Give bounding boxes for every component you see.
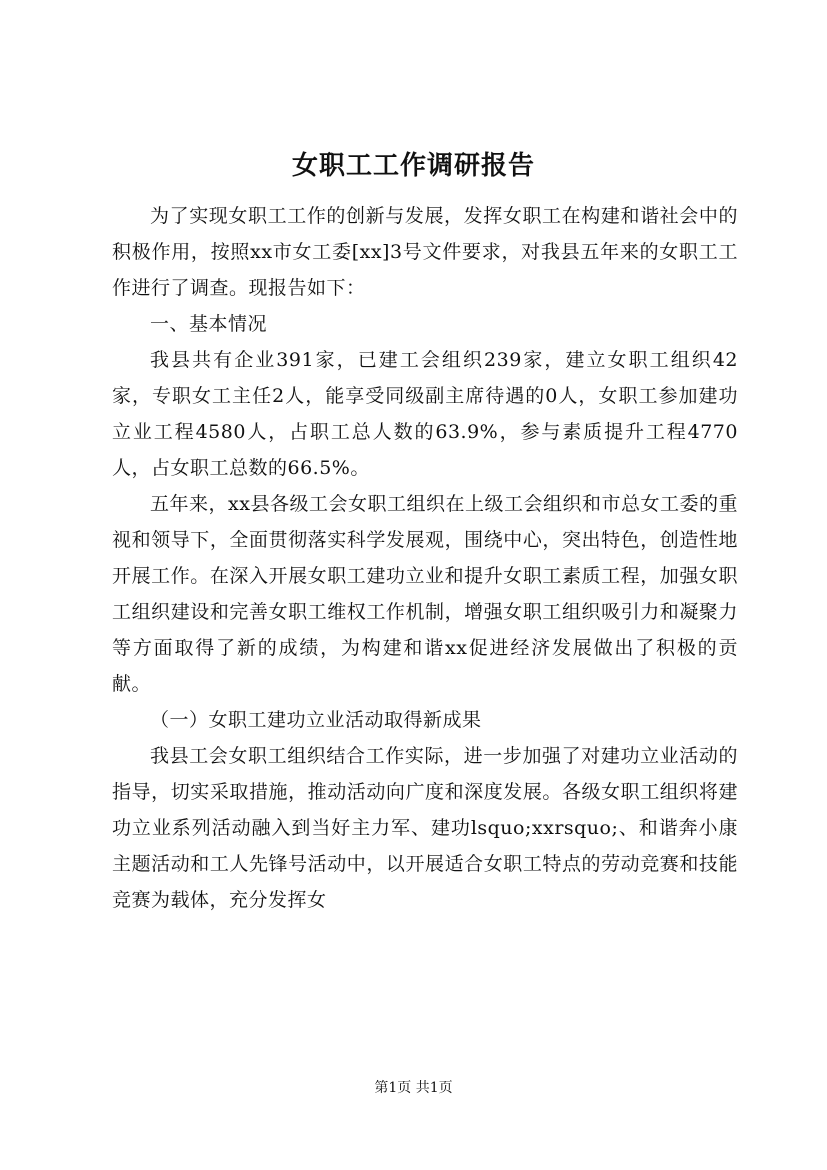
paragraph-intro: 为了实现女职工工作的创新与发展，发挥女职工在构建和谐社会中的积极作用，按照xx市女工委[xx]3号文件要求，对我县五年来的女职工工作进行了调查。现报告如下： <box>112 205 738 299</box>
document-title: 女职工工作调研报告 <box>291 151 535 181</box>
paragraph-five-years: 五年来，xx县各级工会女职工组织在上级工会组织和市总女工委的重视和领导下，全面贯彻落实科学发展观，围绕中心，突出特色，创造性地开展工作。在深入开展女职工建功立业和提升女职工素质工程，加强女职工组织建设和完善女职工维权工作机制，增强女职工组织吸引力和凝聚力等方面取得了新的成绩，为构建和谐xx促进经济发展做出了积极的贡献。 <box>112 493 738 695</box>
section-heading-basic-situation: 一、基本情况 <box>150 313 268 335</box>
document-body <box>112 198 738 918</box>
paragraph-statistics: 我县共有企业391家，已建工会组织239家，建立女职工组织42家，专职女工主任2人，能享受同级副主席待遇的0人，女职工参加建功立业工程4580人，占职工总人数的63.9%，参与素质提升工程4770人，占女职工总数的66.5%。 <box>112 349 738 479</box>
subsection-heading-achievements: （一）女职工建功立业活动取得新成果 <box>150 709 482 731</box>
page-number-footer: 第1页 共1页 <box>374 1080 453 1096</box>
paragraph-activities: 我县工会女职工组织结合工作实际，进一步加强了对建功立业活动的指导，切实采取措施，推动活动向广度和深度发展。各级女职工组织将建功立业系列活动融入到当好主力军、建功lsquo;xxrsquo;、和谐奔小康主题活动和工人先锋号活动中，以开展适合女职工特点的劳动竞赛和技能竞赛为载体，充分发挥女 <box>112 745 738 911</box>
